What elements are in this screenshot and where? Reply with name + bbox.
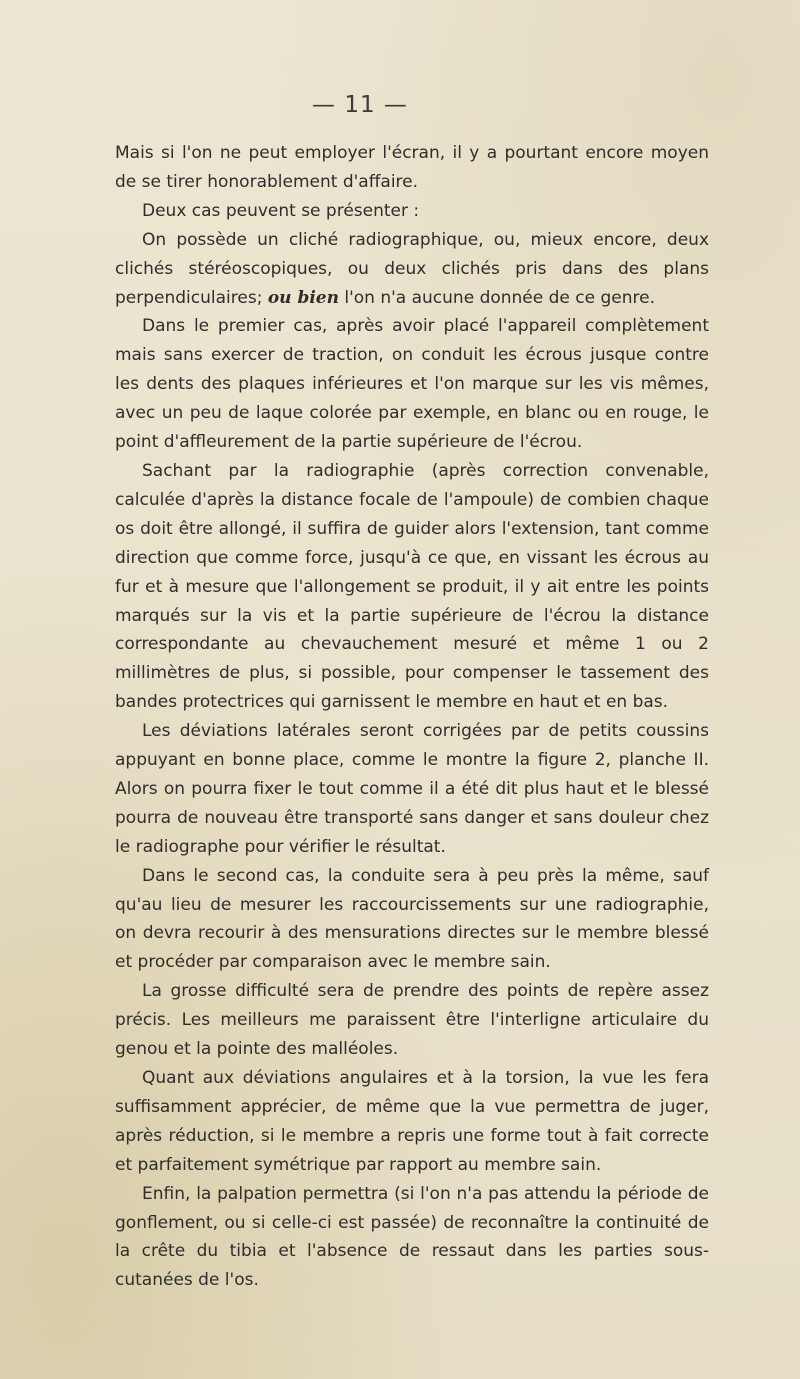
paragraph-3-after: l'on n'a aucune donnée de ce genre. [338, 287, 655, 308]
paragraph-7: Dans le second cas, la conduite sera à peu près la même, sauf qu'au lieu de mesurer les raccourcissements sur une radiographie, on devra recourir à des mensurations directes sur le membre blessé et procéder par comparaison avec le membre sain. [115, 865, 709, 973]
paragraph-3 [115, 226, 709, 313]
paragraph-1: Mais si l'on ne peut employer l'écran, il y a pourtant encore moyen de se tirer honorablement d'affaire. [115, 143, 709, 192]
body-text [115, 139, 709, 1295]
paragraph-8: La grosse difficulté sera de prendre des points de repère assez précis. Les meilleurs me paraissent être l'interligne articulaire du genou et la pointe des malléoles. [115, 981, 709, 1060]
paragraph-6: Les déviations latérales seront corrigées par de petits coussins appuyant en bonne place, comme le montre la figure 2, planche II. Alors on pourra fixer le tout comme il a été dit plus haut et le blessé pourra de nouveau être transporté sans danger et sans douleur chez le radiographe pour vérifier le résultat. [115, 721, 709, 857]
paragraph-9: Quant aux déviations angulaires et à la torsion, la vue les fera suffisamment apprécier, de même que la vue permettra de juger, après réduction, si le membre a repris une forme tout à fait correcte et parfaitement symétrique par rapport au membre sain. [115, 1068, 709, 1175]
paragraph-10: Enfin, la palpation permettra (si l'on n'a pas attendu la période de gonflement, ou si celle-ci est passée) de reconnaître la continuité de la crête du tibia et l'absence de ressaut dans les parties sous-cutanées de l'os. [115, 1183, 709, 1291]
paragraph-4: Dans le premier cas, après avoir placé l'appareil complètement mais sans exercer de traction, on conduit les écrous jusque contre les dents des plaques inférieures et l'on marque sur les vis mêmes, avec un peu de laque colorée par exemple, en blanc ou en rouge, le point d'affleurement de la partie supérieure de l'écrou. [115, 316, 709, 453]
paragraph-3-before: On possède un cliché radiographique, ou, mieux encore, deux clichés stéréoscopiques, ou deux clichés pris dans des plans perpendiculaires; [115, 229, 709, 308]
paragraph-3-italic: ou bien [267, 287, 339, 308]
page-number: — 11 — [312, 92, 408, 118]
paragraph-5: Sachant par la radiographie (après correction convenable, calculée d'après la distance focale de l'ampoule) de combien chaque os doit être allongé, il suffira de guider alors l'extension, tant comme direction que comme force, jusqu'à ce que, en vissant les écrous au fur et à mesure que l'allongement se produit, il y ait entre les points marqués sur la vis et la partie supérieure de l'écrou la distance correspondante au chevauchement mesuré et même 1 ou 2 millimètres de plus, si possible, pour compenser le tassement des bandes protectrices qui garnissent le membre en haut et en bas. [115, 460, 709, 713]
paragraph-2: Deux cas peuvent se présenter : [142, 200, 420, 221]
